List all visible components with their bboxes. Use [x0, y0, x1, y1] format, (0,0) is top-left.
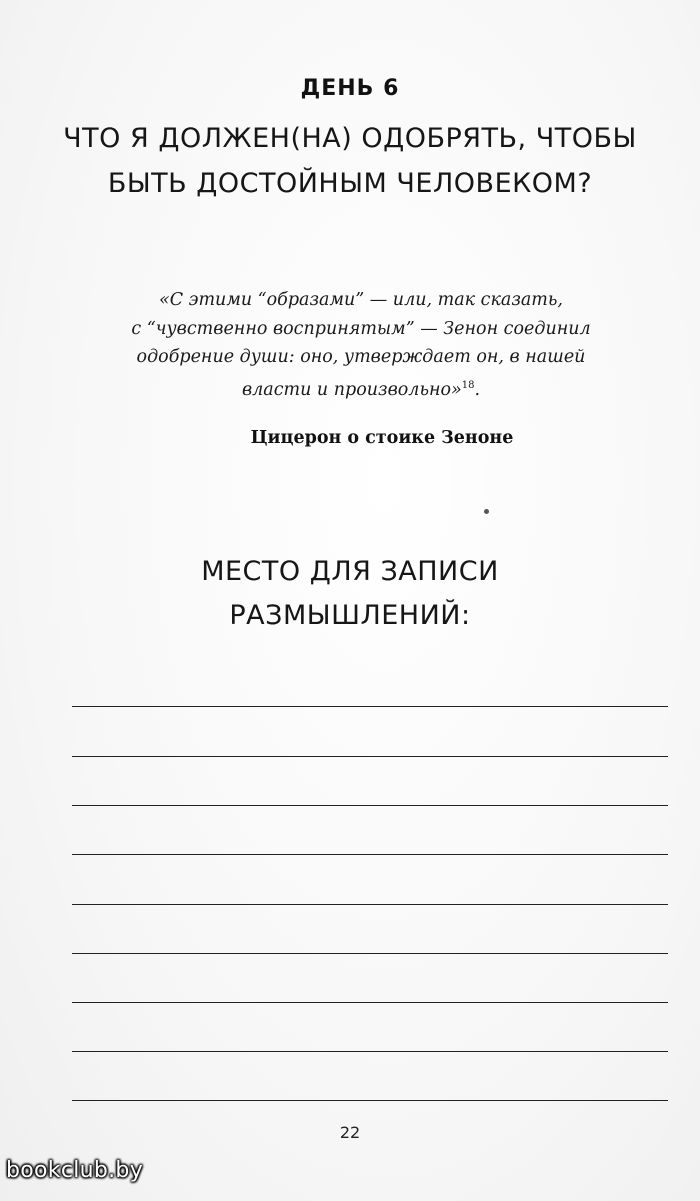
notes-heading-line-2: РАЗМЫШЛЕНИЙ: [229, 600, 471, 631]
writing-line [72, 706, 668, 707]
page-number: 22 [339, 1123, 361, 1142]
writing-line [72, 805, 668, 806]
writing-line [72, 1002, 668, 1003]
site-watermark: bookclub.by [6, 1158, 144, 1183]
notes-heading [0, 550, 700, 638]
epigraph-quote [100, 286, 622, 404]
notes-heading-line-1: МЕСТО ДЛЯ ЗАПИСИ [201, 556, 499, 587]
writing-line [72, 904, 668, 905]
question-line-1: ЧТО Я ДОЛЖЕН(НА) ОДОБРЯТЬ, ЧТОБЫ [63, 123, 637, 154]
quote-line-4-text: власти и произвольно» [241, 379, 462, 400]
quote-line-3: одобрение души: оно, утверждает он, в нашей [136, 347, 586, 367]
quote-line-2: с “чувственно воспринятым” — Зенон соединил [131, 318, 591, 339]
writing-line [72, 1100, 668, 1101]
footnote-marker: 18 [461, 379, 475, 391]
question-line-2: БЫТЬ ДОСТОЙНЫМ ЧЕЛОВЕКОМ? [107, 168, 593, 199]
writing-line [72, 756, 668, 757]
print-speck [484, 509, 489, 514]
day-label: ДЕНЬ 6 [300, 76, 400, 101]
quote-line-4 [100, 372, 622, 404]
quote-attribution: Цицерон о стоике Зеноне [250, 428, 514, 448]
question-heading [40, 116, 660, 206]
quote-line-4-end: . [474, 379, 481, 400]
writing-line [72, 953, 668, 954]
writing-line [72, 1051, 668, 1052]
writing-line [72, 854, 668, 855]
quote-line-1: «С этими “образами” — или, так сказать, [159, 290, 563, 310]
